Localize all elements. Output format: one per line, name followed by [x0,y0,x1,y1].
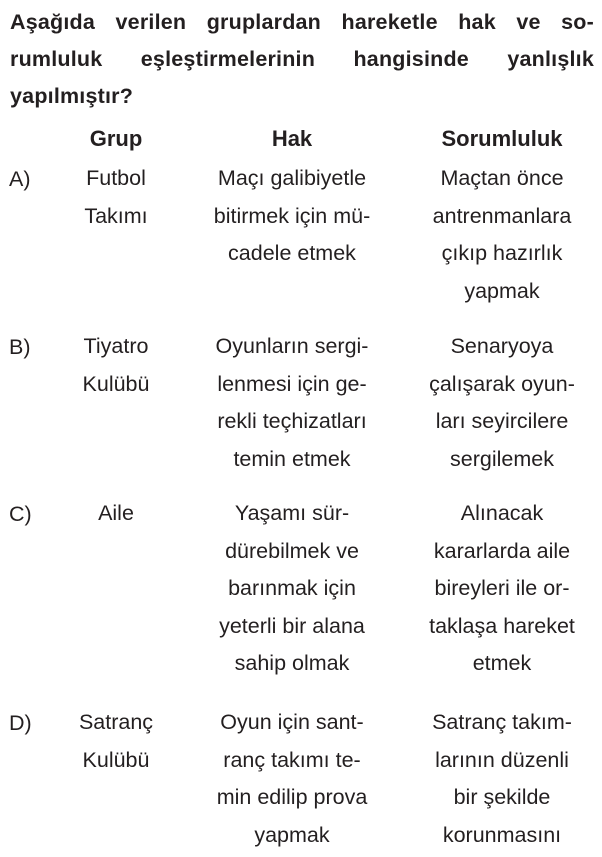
cell-line: sergilemek [450,446,554,471]
cell-line: bitirmek için mü- [213,203,371,228]
question-text [10,4,594,115]
cell-line: Oyun için sant- [220,710,364,734]
option-c-grup [60,495,172,533]
header-grup: Grup [89,126,143,151]
cell-line: dürebilmek ve [225,538,359,563]
cell-line: barınmak için [228,576,356,601]
option-b-grup [60,328,172,403]
cell-line: taklaşa hareket [429,613,575,638]
cell-line: larının düzenli [435,747,569,772]
cell-line: yapmak [464,278,540,303]
cell-line: antrenmanlara [432,203,572,228]
cell-line: sahip olmak [234,651,350,676]
cell-line: lenmesi için ge- [217,371,367,396]
option-c-sorumluluk [402,495,602,683]
cell-line: min edilip prova [216,785,368,810]
cell-line: bir şekilde [453,785,551,810]
cell-line: kararlarda aile [433,538,571,563]
cell-line: bireyleri ile or- [434,576,570,601]
option-c-hak [187,495,397,683]
option-a-sorumluluk [402,160,602,310]
cell-line: Satranç [78,710,154,734]
cell-line: temin etmek [233,446,351,471]
cell-line: Maçtan önce [440,166,564,190]
cell-line: cadele etmek [228,241,356,266]
cell-line: yapmak [254,822,330,847]
option-b-hak [187,328,397,478]
option-a-letter[interactable]: A) [9,167,31,191]
cell-line: Senaryoya [450,334,554,358]
cell-line: Maçı galibiyetle [217,166,367,190]
option-d-letter[interactable]: D) [9,711,32,735]
option-d-sorumluluk [402,704,602,854]
cell-line: ları seyircilere [435,409,569,434]
question-line: Aşağıda verilen gruplardan hareketle hak ve so- [10,10,594,34]
question-line: rumluluk eşleştirmelerinin hangisinde yanlışlık [10,47,594,71]
cell-line: Tiyatro [83,334,149,358]
option-a-grup [60,160,172,235]
cell-line: Kulübü [82,747,150,772]
cell-line: Yaşamı sür- [234,501,350,525]
question-line: yapılmıştır? [10,84,134,108]
cell-line: Oyunların sergi- [215,334,369,358]
cell-line: Takımı [84,203,148,228]
option-c-letter[interactable]: C) [9,502,32,526]
option-d-hak [187,704,397,854]
option-b-letter[interactable]: B) [9,335,31,359]
cell-line: çalışarak oyun- [429,371,575,396]
cell-line: Aile [98,501,134,525]
cell-line: korunmasını [442,822,562,847]
cell-line: etmek [472,651,532,676]
cell-line: Satranç takım- [432,710,572,734]
header-hak: Hak [271,126,313,151]
cell-line: Kulübü [82,371,150,396]
cell-line: Alınacak [460,501,544,525]
option-b-sorumluluk [402,328,602,478]
cell-line: rekli teçhizatları [217,409,367,434]
option-d-grup [60,704,172,779]
cell-line: çıkıp hazırlık [441,241,563,266]
cell-line: ranç takımı te- [223,747,361,772]
cell-line: Futbol [86,166,146,190]
header-sorumluluk: Sorumluluk [441,126,563,151]
cell-line: yeterli bir alana [219,613,365,638]
option-a-hak [187,160,397,273]
